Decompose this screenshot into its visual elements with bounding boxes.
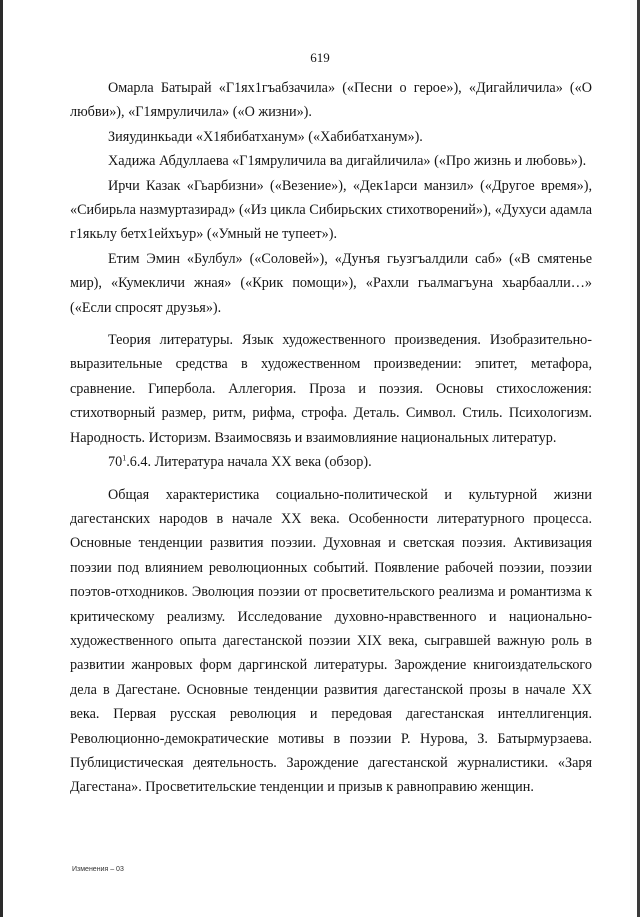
- section-title: Литература начала XX века (обзор).: [154, 454, 372, 471]
- paragraph-general-characteristics: Общая характеристика социально-политической и культурной жизни дагестанских народов в начале XX века. Особенности литературного процесса. Основные тенденции развития поэзии. Духовная и светская поэзия. Активизация поэзии под влиянием революционных событий. Появление рабочей поэзии, поэзии поэтов-отходников. Эволюция поэзии от просветительского реализма и романтизма к критическому реализму. Исследование духовно-нравственного и национально-художественного опыта дагестанской поэзии XIX века, сыгравшей важную роль в развитии жанровых форм даргинской литературы. Зарождение книгоиздательского дела в Дагестане. Основные тенденции развития дагестанской прозы в начале XX века. Первая русская революция и передовая дагестанская интеллигенция. Революционно-демократические мотивы в поэзии Р. Нурова, З. Батырмурзаева. Публицистическая деятельность. Зарождение дагестанской журналистики. «Заря Дагестана». Просветительские тенденции и призыв к равноправию женщин.: [70, 486, 592, 796]
- section-heading: [70, 450, 592, 474]
- section-number-rest: .6.4.: [126, 454, 152, 471]
- paragraph-etim-emin: Етим Эмин «Булбул» («Соловей»), «Дунъя гьузгъалдили саб» («В смятенье мир), «Кумекличи жная» («Крик помощи»), «Рахли гьалмагъуна хьарбаалли…» («Если спросят друзья»).: [70, 250, 592, 316]
- section-number-superscript: 1: [122, 453, 127, 463]
- paragraph-omarla-batyray: Омарла Батырай «Г1ях1гъабзачила» («Песни о герое»), «Дигайличила» («О любви»), «Г1ямруличила» («О жизни»).: [70, 80, 592, 121]
- section-number: 70: [108, 454, 123, 471]
- scan-edge-left: [0, 0, 3, 917]
- page-number: 619: [310, 50, 330, 65]
- paragraph-ziyaudinkadi: Зияудинкьади «Х1ябибатханум» («Хабибатханум»).: [108, 128, 423, 145]
- paragraph-khadizha-abdullaeva: Хадижа Абдуллаева «Г1ямруличила ва дигайличила» («Про жизнь и любовь»).: [108, 153, 587, 170]
- paragraph-irchi-kazak: Ирчи Казак «Гьарбизни» («Везение»), «Дек1арси манзил» («Другое время»), «Сибирьла назмуртазирад» («Из цикла Сибирьских стихотворений»), «Духуси адамла г1якьлу бетх1ейхъур» («Умный не тупеет»).: [70, 177, 592, 243]
- paragraph-theory-of-literature: Теория литературы. Язык художественного произведения. Изобразительно-выразительные средства в художественном произведении: эпитет, метафора, сравнение. Гипербола. Аллегория. Проза и поэзия. Основы стихосложения: стихотворный размер, ритм, рифма, строфа. Деталь. Символ. Стиль. Психологизм. Народность. Историзм. Взаимосвязь и взаимовлияние национальных литератур.: [70, 332, 592, 446]
- document-body: [70, 76, 592, 800]
- footer-revision-note: Изменения – 03: [72, 866, 124, 873]
